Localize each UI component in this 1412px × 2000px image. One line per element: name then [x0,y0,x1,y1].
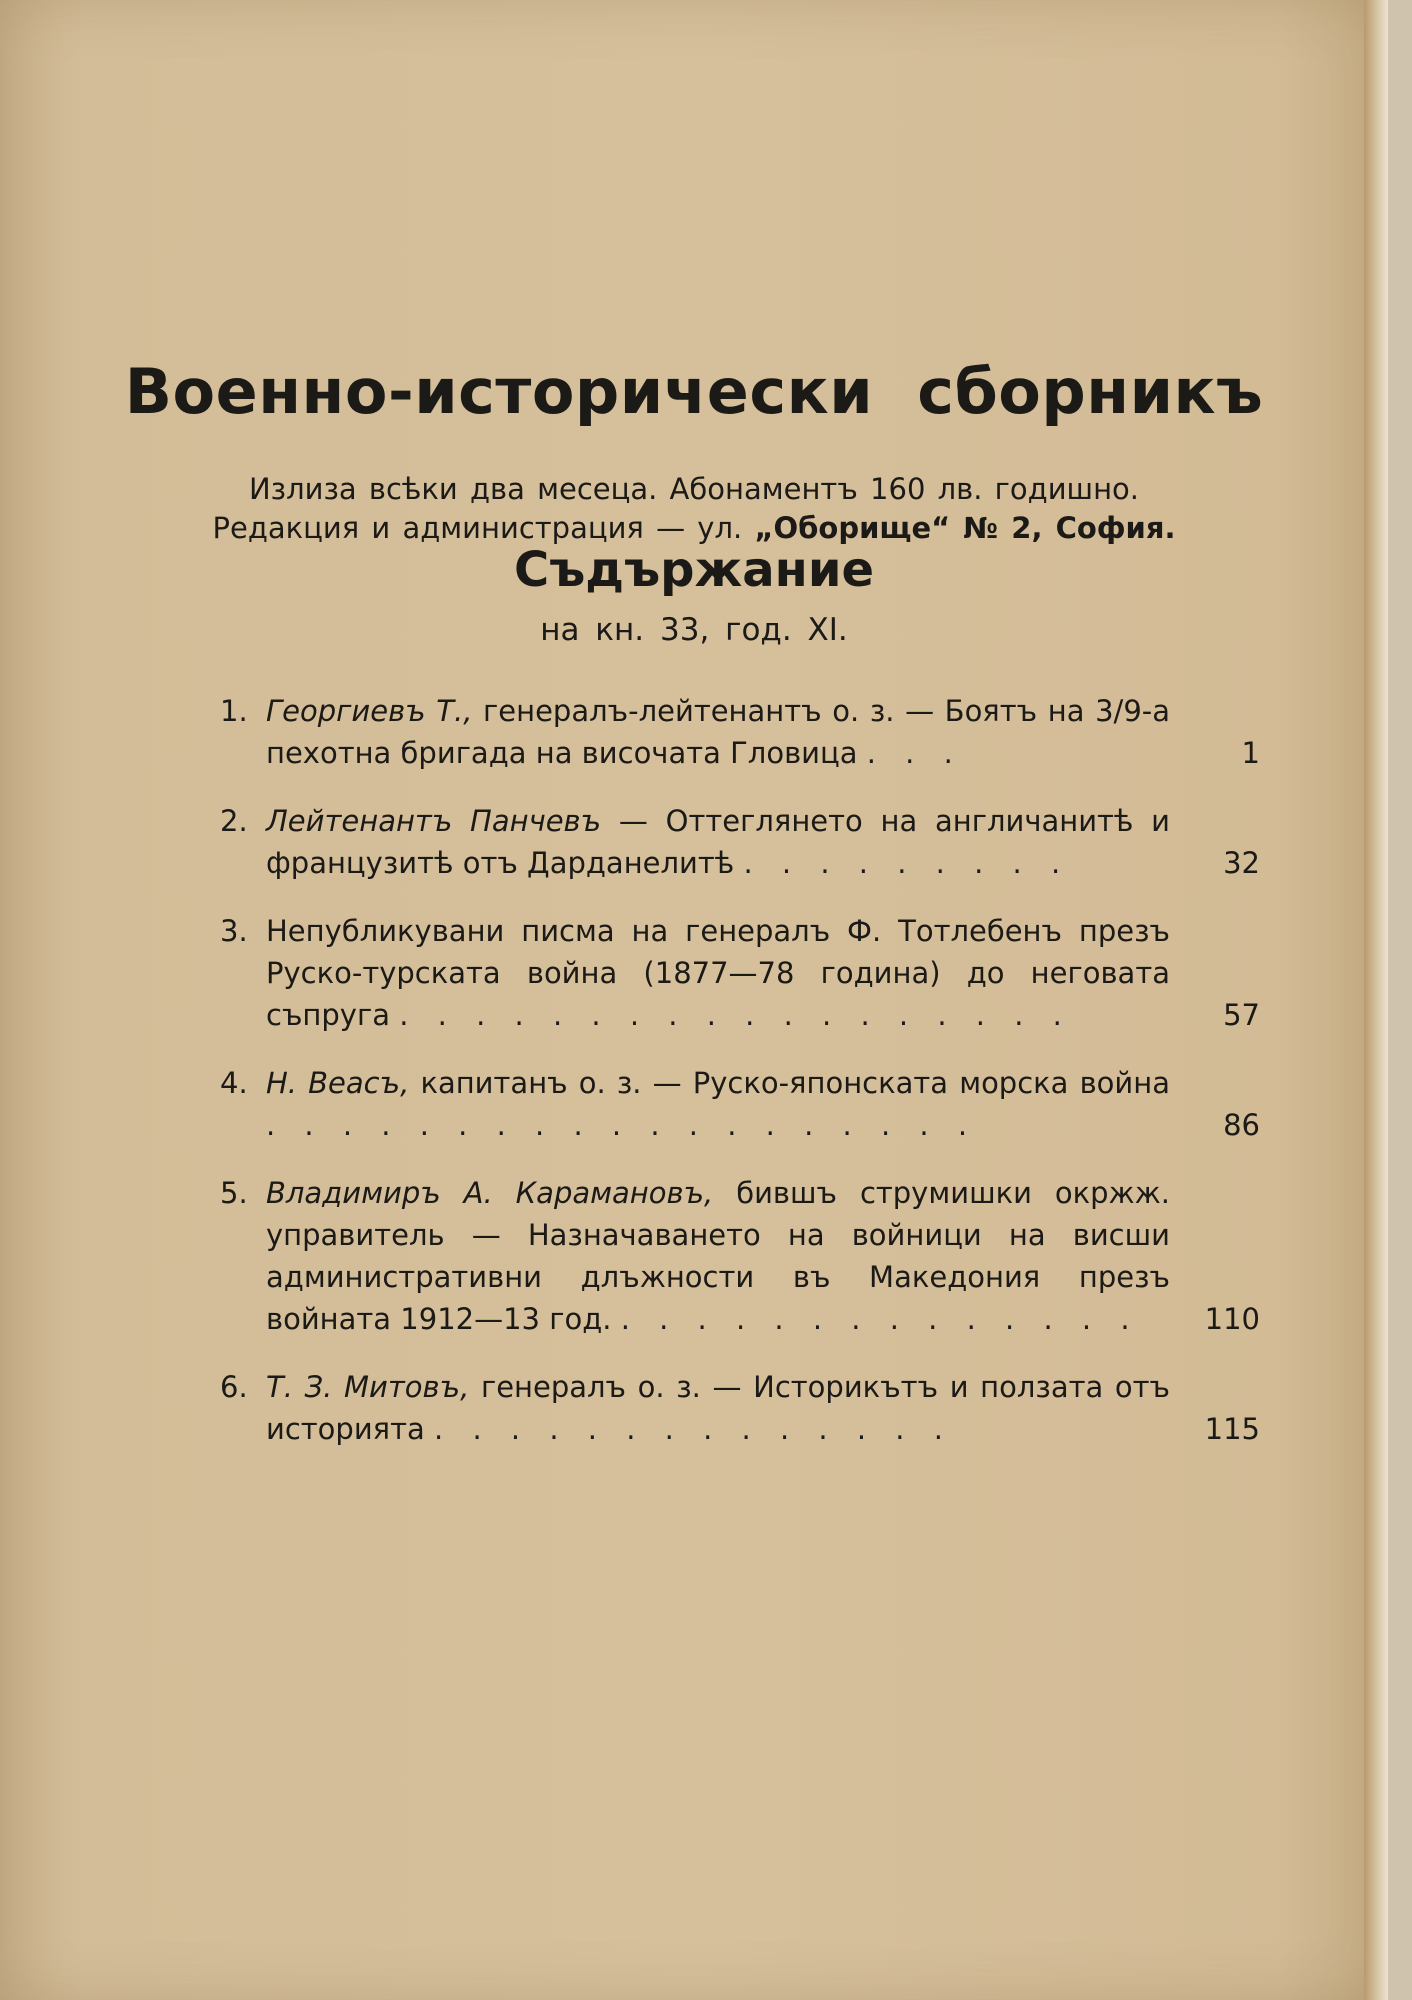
entry-title: капитанъ о. з. — Руско-японската морска война [420,1066,1170,1100]
page-edge [1364,0,1388,2000]
entry-author: Н. Веасъ, [266,1066,410,1100]
editorial-address: „Оборище“ № 2, София. [754,511,1176,545]
toc-entry-3 [220,910,1260,1036]
toc-entry-2 [220,800,1260,884]
entry-title: Непубликувани писма на генералъ Ф. Тотлебенъ презъ Руско-турската война (1877—78 година) до неговата съпруга [266,914,1170,1032]
entry-number: 1. [220,694,248,728]
editorial-prefix: Редакция и администрация — ул. [212,511,743,545]
dot-leader: . . . . . . . . . . . . . . [620,1302,1140,1336]
editorial-address-line [0,511,1388,545]
entry-page-number: 1 [1241,736,1260,770]
entry-title: — Оттеглянето на англичанитѣ и французитѣ отъ Дарданелитѣ [266,804,1171,880]
dot-leader: . . . . . . . . . [743,846,1071,880]
entry-author: Т. З. Митовъ, [266,1370,470,1404]
dot-leader: . . . [866,736,963,770]
toc-entry-1 [220,690,1260,774]
entry-page-number: 86 [1223,1108,1260,1142]
entry-number: 3. [220,914,248,948]
table-of-contents [220,690,1260,1476]
dot-leader: . . . . . . . . . . . . . . . . . . . [266,1108,978,1142]
entry-page-number: 110 [1204,1302,1260,1336]
entry-page-number: 57 [1223,998,1260,1032]
dot-leader: . . . . . . . . . . . . . . [434,1412,953,1446]
entry-author: Георгиевъ Т., [266,694,473,728]
entry-number: 2. [220,804,248,838]
entry-number: 4. [220,1066,248,1100]
issue-line: на кн. 33, год. XI. [540,612,848,648]
journal-title: Военно-исторически сборникъ [124,355,1264,428]
toc-entry-4 [220,1062,1260,1146]
toc-entry-6 [220,1366,1260,1450]
issue-frequency-line: Излиза всѣки два месеца. Абонаментъ 160 лв. годишно. [248,472,1140,506]
entry-page-number: 32 [1223,846,1260,880]
entry-title: генералъ о. з. — Историкътъ и ползата отъ историята [266,1370,1171,1446]
dot-leader: . . . . . . . . . . . . . . . . . . [399,998,1072,1032]
contents-title: Съдържание [514,542,874,598]
entry-page-number: 115 [1204,1412,1260,1446]
entry-number: 6. [220,1370,248,1404]
entry-author: Владимиръ А. Карамановъ, [266,1176,714,1210]
entry-title: генералъ-лейтенантъ о. з. — Боятъ на 3/9-а пехотна бригада на височата Гловица [266,694,1170,770]
toc-entry-5 [220,1172,1260,1340]
entry-number: 5. [220,1176,248,1210]
entry-title: бившъ струмишки окржж. управитель — Назначаването на войници на висши административни длъжности въ Македония презъ войната 1912—13 год. [266,1176,1171,1336]
entry-author: Лейтенантъ Панчевъ [266,804,602,838]
